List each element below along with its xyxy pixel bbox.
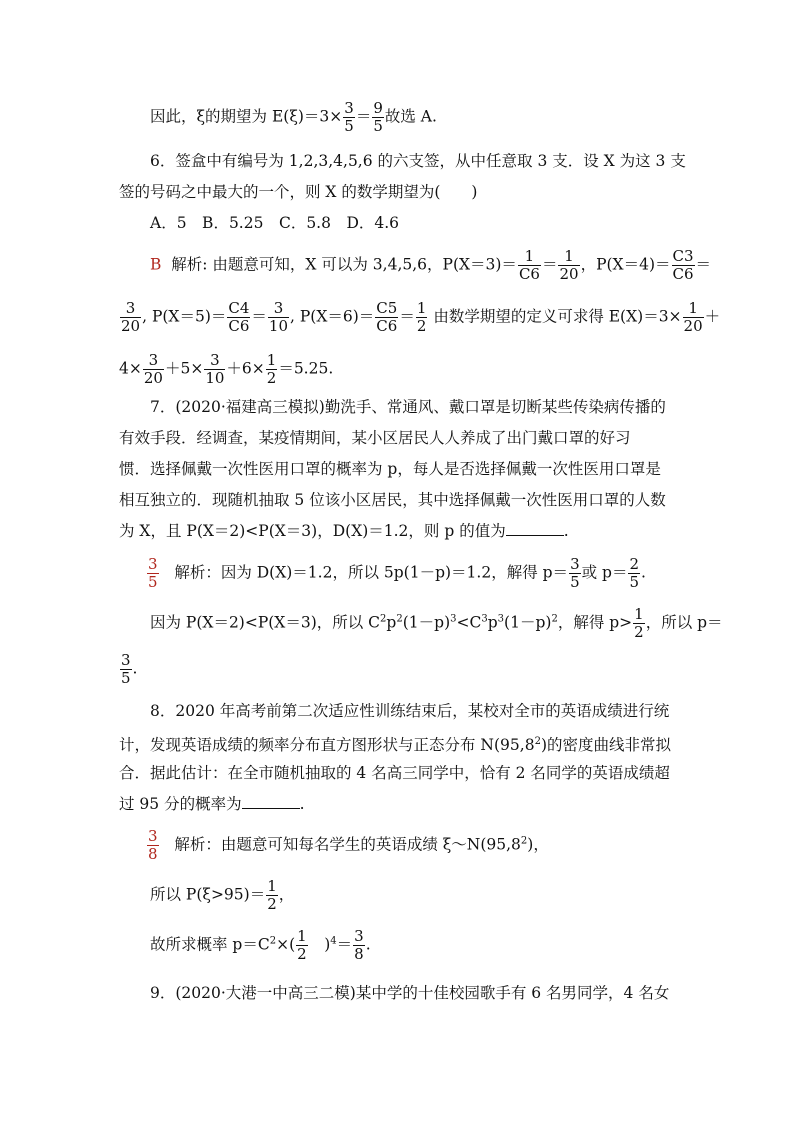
question-text: 签的号码之中最大的一个，则 X 的数学期望为( ) (119, 183, 478, 201)
question-text: 8．2020 年高考前第二次适应性训练结束后，某校对全市的英语成绩进行统 (150, 702, 670, 720)
question-text: 9．(2020·大港一中高三二模)某中学的十佳校园歌手有 6 名男同学，4 名女 (150, 984, 670, 1002)
fraction: $\frac{3}{10}$ (268, 299, 289, 335)
fraction: $\frac{1}{20}$ (559, 247, 579, 283)
answer-options: A．5 B．5.25 C．5.8 D．4.6 (150, 214, 400, 232)
question-text: 惯．选择佩戴一次性医用口罩的概率为 p，每人是否选择佩戴一次性医用口罩是 (119, 460, 661, 478)
fraction: $\frac{3}{20}$ (143, 351, 163, 387)
question-text: 7．(2020·福建高三模拟)勤洗手、常通风、戴口罩是切断某些传染病传播的 (150, 398, 666, 416)
solution-line: $\frac{3}{5}$ . (121, 651, 138, 687)
fraction: $\frac{1}{2}$ (634, 605, 644, 641)
text: 因此，ξ的期望为 E(ξ)＝3× (150, 107, 343, 126)
fraction: $\frac{3}{5}$ (570, 555, 580, 591)
solution-line: 所以 P(ξ>95)＝ $\frac{1}{2}$ ， (150, 877, 295, 913)
question-text: 相互独立的．现随机抽取 5 位该小区居民，其中选择佩戴一次性医用口罩的人数 (119, 491, 666, 509)
fraction: $\frac{9}{5}$ (373, 99, 383, 135)
fraction: $\frac{C4}{C6}$ (228, 299, 250, 335)
fraction: $\frac{1}{C6}$ (518, 247, 540, 283)
text-line: 因此，ξ的期望为 E(ξ)＝3× $\frac{3}{5}$ ＝ $\frac{9}{5}$ 故选 A. (150, 99, 437, 135)
answer-mark: B (150, 255, 162, 274)
fraction: $\frac{3}{5}$ (344, 99, 354, 135)
solution-line: $\frac{3}{8}$ 解析：由题意可知每名学生的英语成绩 ξ～N(95,8$^2$)， (148, 827, 549, 863)
fraction: $\frac{1}{2}$ (266, 351, 277, 387)
fraction: $\frac{3}{8}$ (354, 927, 364, 963)
question-text: 计，发现英语成绩的频率分布直方图形状与正态分布 N(95,8$^2$)的密度曲线非常拟 (119, 736, 671, 755)
fraction: $\frac{3}{10}$ (205, 351, 225, 387)
fraction: $\frac{1}{2}$ (297, 927, 307, 963)
question-text: 为 X，且 P(X＝2)<P(X＝3)，D(X)＝1.2，则 p 的值为 . (119, 522, 569, 540)
answer-fraction: $\frac{3}{8}$ (148, 827, 158, 863)
fraction: $\frac{3}{20}$ (121, 299, 141, 335)
solution-line: $\frac{3}{20}$ , P(X＝5)＝ $\frac{C4}{C6}$ ＝ $\frac{3}{10}$ , P(X＝6)＝ $\frac{C5}{C6}$ ＝ $\frac{1}{2}$ 由数学期望的定义可求得 E(X)＝3× $\frac{1}{20}$ ＋ (121, 299, 721, 335)
fraction: $\frac{3}{5}$ (121, 651, 131, 687)
solution-line: B 解析: 由题意可知，X 可以为 3,4,5,6，P(X＝3)＝ $\frac{1}{C6}$ ＝ $\frac{1}{20}$ ，P(X＝4)＝ $\frac{C3}{C6}$ ＝ (150, 247, 712, 283)
solution-line: 故所求概率 $p=C^2\times$( $\frac{1}{2}$ )$^4$＝ $\frac{3}{8}$ . (150, 927, 371, 963)
question-text: 合．据此估计：在全市随机抽取的 4 名高三同学中，恰有 2 名同学的英语成绩超 (119, 764, 670, 782)
question-text: 有效手段．经调查，某疫情期间，某小区居民人人养成了出门戴口罩的好习 (119, 429, 631, 447)
solution-line: 4× $\frac{3}{20}$ ＋5× $\frac{3}{10}$ ＋6× $\frac{1}{2}$ ＝5.25. (119, 351, 334, 387)
question-text: 6．签盒中有编号为 1,2,3,4,5,6 的六支签，从中任意取 3 支．设 X 为这 3 支 (150, 152, 686, 170)
fraction: $\frac{C3}{C6}$ (672, 247, 694, 283)
fraction: $\frac{C5}{C6}$ (376, 299, 398, 335)
fraction: $\frac{2}{5}$ (629, 555, 640, 591)
answer-blank (242, 794, 300, 809)
answer-fraction: $\frac{3}{5}$ (148, 555, 158, 591)
solution-line: $\frac{3}{5}$ 解析：因为 D(X)＝1.2，所以 5p(1－p)＝1.2，解得 p＝ $\frac{3}{5}$ 或 p＝ $\frac{2}{5}$ . (148, 555, 646, 591)
question-text: 过 95 分的概率为 . (119, 795, 305, 813)
fraction: $\frac{1}{20}$ (683, 299, 703, 335)
fraction: $\frac{1}{2}$ (416, 299, 427, 335)
fraction: $\frac{1}{2}$ (267, 877, 277, 913)
solution-line: 因为 P(X＝2)<P(X＝3)，所以 $C^2p^2(1-p)^3<C^3p^3(1-p)^2$，解得 p> $\frac{1}{2}$ ，所以 p＝ (150, 605, 723, 641)
answer-blank (506, 521, 564, 536)
